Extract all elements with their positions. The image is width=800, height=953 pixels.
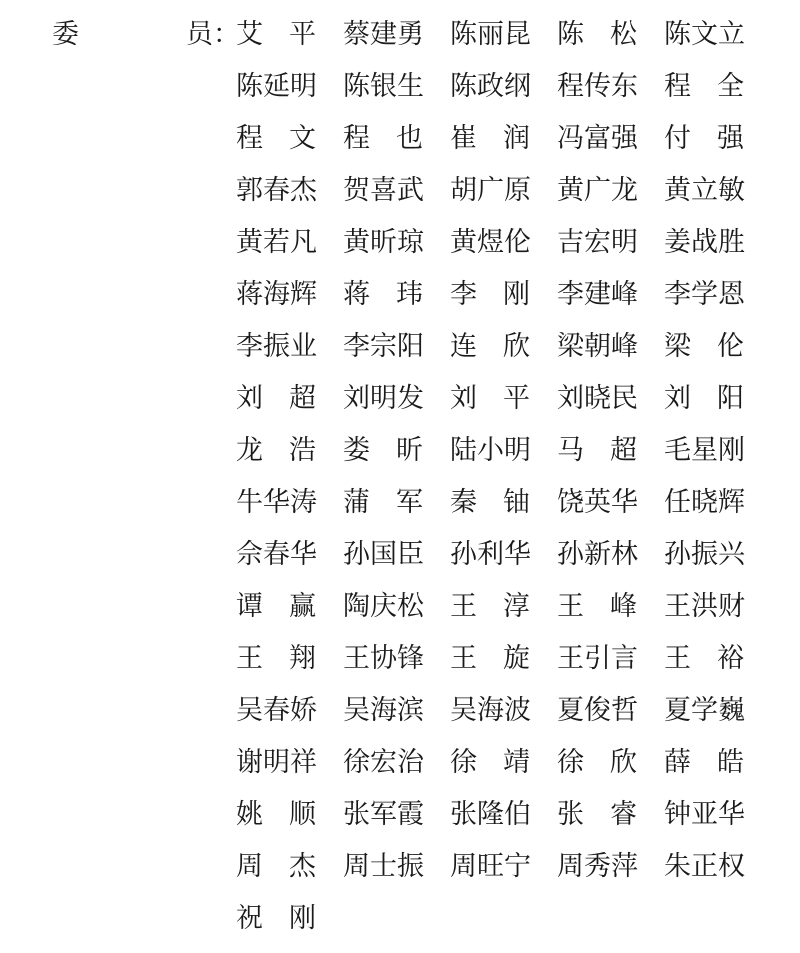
member-name: 娄昕 bbox=[343, 435, 423, 466]
member-name: 王淳 bbox=[450, 591, 530, 622]
member-name: 张军霞 bbox=[343, 799, 424, 830]
committee-label-second-char: 员： bbox=[186, 19, 240, 50]
member-name: 艾平 bbox=[236, 19, 316, 50]
member-name: 周旺宁 bbox=[450, 851, 531, 882]
member-row bbox=[236, 485, 796, 537]
member-name: 黄昕琼 bbox=[343, 227, 424, 258]
member-name: 黄立敏 bbox=[664, 175, 745, 206]
member-name: 吴春娇 bbox=[236, 695, 317, 726]
member-name: 周杰 bbox=[236, 851, 316, 882]
member-name: 饶英华 bbox=[557, 487, 638, 518]
member-row bbox=[236, 537, 796, 589]
member-name: 崔润 bbox=[450, 123, 530, 154]
member-name: 毛星刚 bbox=[664, 435, 745, 466]
member-name: 陶庆松 bbox=[343, 591, 424, 622]
member-name: 王洪财 bbox=[664, 591, 745, 622]
member-name: 王翔 bbox=[236, 643, 316, 674]
member-name: 贺喜武 bbox=[343, 175, 424, 206]
member-name: 夏俊哲 bbox=[557, 695, 638, 726]
member-name: 周士振 bbox=[343, 851, 424, 882]
member-name: 陆小明 bbox=[450, 435, 531, 466]
member-name: 周秀萍 bbox=[557, 851, 638, 882]
member-name: 夏学巍 bbox=[664, 695, 745, 726]
member-name: 吉宏明 bbox=[557, 227, 638, 258]
member-name: 朱正权 bbox=[664, 851, 745, 882]
member-name: 钟亚华 bbox=[664, 799, 745, 830]
member-name: 陈松 bbox=[557, 19, 637, 50]
member-row bbox=[236, 329, 796, 381]
member-name: 龙浩 bbox=[236, 435, 316, 466]
member-row bbox=[236, 69, 796, 121]
member-row bbox=[236, 745, 796, 797]
member-name: 牛华涛 bbox=[236, 487, 317, 518]
member-name: 吴海波 bbox=[450, 695, 531, 726]
committee-label-first-char: 委 bbox=[52, 19, 79, 50]
member-name: 徐宏治 bbox=[343, 747, 424, 778]
member-name: 刘超 bbox=[236, 383, 316, 414]
member-name: 孙利华 bbox=[450, 539, 531, 570]
member-name: 王引言 bbox=[557, 643, 638, 674]
member-row bbox=[236, 797, 796, 849]
member-name: 陈银生 bbox=[343, 71, 424, 102]
member-name: 徐靖 bbox=[450, 747, 530, 778]
member-name: 梁朝峰 bbox=[557, 331, 638, 362]
member-name: 冯富强 bbox=[557, 123, 638, 154]
member-row bbox=[236, 901, 796, 953]
member-name: 程传东 bbox=[557, 71, 638, 102]
member-row bbox=[236, 381, 796, 433]
member-name: 李振业 bbox=[236, 331, 317, 362]
member-row bbox=[236, 849, 796, 901]
member-name: 程文 bbox=[236, 123, 316, 154]
member-name: 孙振兴 bbox=[664, 539, 745, 570]
member-name: 梁伦 bbox=[664, 331, 744, 362]
member-name: 程全 bbox=[664, 71, 744, 102]
member-row bbox=[236, 121, 796, 173]
member-name: 佘春华 bbox=[236, 539, 317, 570]
member-name: 王峰 bbox=[557, 591, 637, 622]
member-name: 郭春杰 bbox=[236, 175, 317, 206]
member-name: 程也 bbox=[343, 123, 423, 154]
member-name: 孙新林 bbox=[557, 539, 638, 570]
member-row bbox=[236, 589, 796, 641]
member-name: 李刚 bbox=[450, 279, 530, 310]
member-name: 姚顺 bbox=[236, 799, 316, 830]
member-name: 王裕 bbox=[664, 643, 744, 674]
member-row bbox=[236, 277, 796, 329]
member-name: 连欣 bbox=[450, 331, 530, 362]
member-name: 蒋海辉 bbox=[236, 279, 317, 310]
member-name: 刘明发 bbox=[343, 383, 424, 414]
member-name: 王旋 bbox=[450, 643, 530, 674]
member-name: 孙国臣 bbox=[343, 539, 424, 570]
member-name: 祝刚 bbox=[236, 903, 316, 934]
member-name: 陈政纲 bbox=[450, 71, 531, 102]
member-name: 黄若凡 bbox=[236, 227, 317, 258]
member-row bbox=[236, 17, 796, 69]
member-name: 薛皓 bbox=[664, 747, 744, 778]
member-name: 姜战胜 bbox=[664, 227, 745, 258]
member-name: 张睿 bbox=[557, 799, 637, 830]
member-name: 陈文立 bbox=[664, 19, 745, 50]
member-name: 马超 bbox=[557, 435, 637, 466]
member-name: 王协锋 bbox=[343, 643, 424, 674]
member-name: 蒋玮 bbox=[343, 279, 423, 310]
member-name: 刘阳 bbox=[664, 383, 744, 414]
member-name: 蒲军 bbox=[343, 487, 423, 518]
member-name: 黄煜伦 bbox=[450, 227, 531, 258]
member-name: 徐欣 bbox=[557, 747, 637, 778]
member-name: 付强 bbox=[664, 123, 744, 154]
member-row bbox=[236, 173, 796, 225]
member-row bbox=[236, 641, 796, 693]
member-name: 蔡建勇 bbox=[343, 19, 424, 50]
member-name: 吴海滨 bbox=[343, 695, 424, 726]
member-name: 黄广龙 bbox=[557, 175, 638, 206]
member-name: 李建峰 bbox=[557, 279, 638, 310]
member-row bbox=[236, 693, 796, 745]
member-name: 李学恩 bbox=[664, 279, 745, 310]
member-name: 胡广原 bbox=[450, 175, 531, 206]
member-name: 陈延明 bbox=[236, 71, 317, 102]
member-name: 刘平 bbox=[450, 383, 530, 414]
member-list bbox=[236, 17, 796, 953]
member-name: 刘晓民 bbox=[557, 383, 638, 414]
member-name: 谭赢 bbox=[236, 591, 316, 622]
member-name: 陈丽昆 bbox=[450, 19, 531, 50]
member-name: 张隆伯 bbox=[450, 799, 531, 830]
member-row bbox=[236, 225, 796, 277]
member-row bbox=[236, 433, 796, 485]
member-name: 李宗阳 bbox=[343, 331, 424, 362]
member-name: 谢明祥 bbox=[236, 747, 317, 778]
member-name: 秦铀 bbox=[450, 487, 530, 518]
member-name: 任晓辉 bbox=[664, 487, 745, 518]
